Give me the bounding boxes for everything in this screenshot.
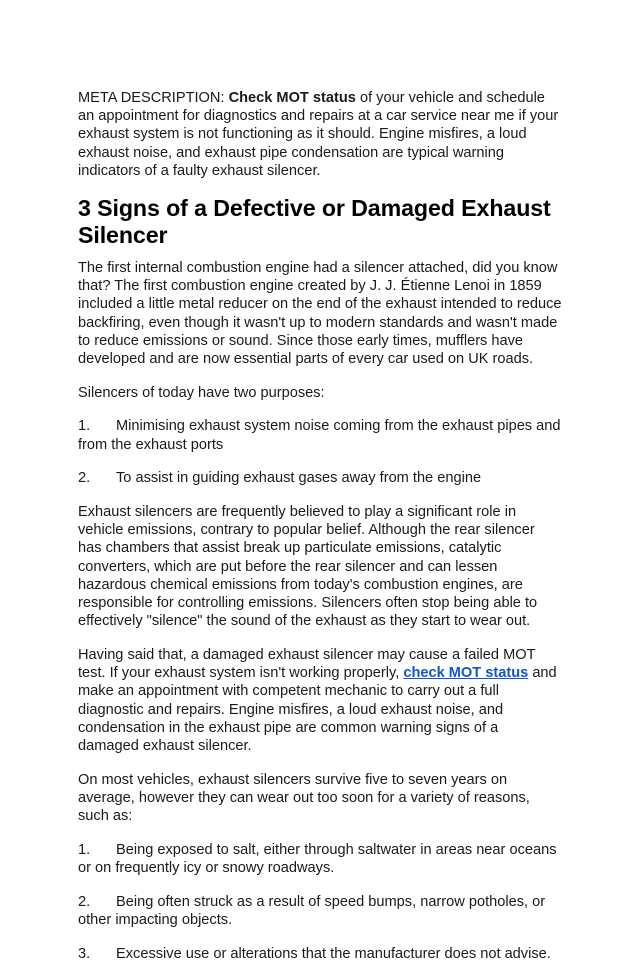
purpose-text: To assist in guiding exhaust gases away from the engine [116,470,482,487]
meta-text: of your vehicle and schedule an appointment for diagnostics and repairs at a car service near me if your exhaust system is not functioning as it should. Engine misfires, a loud exhaust noise, and exhaust pipe condensation are typical warning indicators of a faulty exhaust silencer. [78,90,559,179]
intro-paragraph: The first internal combustion engine had a silencer attached, did you know that? The first combustion engine created by J. J. Étienne Lenoi in 1859 included a little metal reducer on the end of the exhaust intended to reduce backfiring, even though it wasn't up to modern standards and wasn't made to reduce emissions or sound. Since those early times, mufflers have developed and are now essential parts of every car used on UK roads. [78,260,562,368]
mot-paragraph [78,646,562,755]
role-paragraph: Exhaust silencers are frequently believed to play a significant role in vehicle emissions, contrary to popular belief. Although the rear silencer has chambers that assist break up particulate emissions, catalytic converters, which are put before the rear silencer and can lessen hazardous chemical emissions from today's combustion engines, are responsible for controlling emissions. Silencers often stop being able to effectively "silence" the sound of the exhaust as they start to wear out. [78,504,538,630]
reason-item [78,841,562,877]
reason-text: Being exposed to salt, either through saltwater in areas near oceans or on frequently icy or snowy roadways. [78,841,557,876]
purpose-number: 2. [78,470,91,487]
lifespan-paragraph: On most vehicles, exhaust silencers survive five to seven years on average, however they can wear out too soon for a variety of reasons, such as: [78,771,530,825]
reason-text: Being often struck as a result of speed bumps, narrow potholes, or other impacting objects. [78,893,546,928]
purpose-item [78,469,562,487]
meta-bold-text: Check MOT status [228,90,356,106]
purposes-lead: Silencers of today have two purposes: [78,384,325,401]
purpose-text: Minimising exhaust system noise coming from the exhaust pipes and from the exhaust ports [78,418,561,453]
check-mot-status-link[interactable]: check MOT status [403,665,529,682]
reason-number: 2. [78,893,91,910]
mot-text-before: Having said that, a damaged exhaust silencer may cause a failed MOT test. If your exhaust system isn't working properly, [78,646,536,682]
mot-text-after: and make an appointment with competent mechanic to carry out a full diagnostic and repairs. Engine misfires, a loud exhaust noise, and condensation in the exhaust pipe are common warning signs of a damaged exhaust silencer. [78,665,557,754]
reason-item [78,945,562,963]
reason-item [78,893,562,929]
reason-text: Excessive use or alterations that the manufacturer does not advise. [116,945,551,962]
reason-number: 3. [78,945,91,962]
reason-number: 1. [78,841,91,858]
purpose-item [78,417,562,453]
page-title: 3 Signs of a Defective or Damaged Exhaust Silencer [78,195,551,249]
meta-description [78,89,562,180]
purpose-number: 1. [78,418,91,435]
document-page [78,89,562,978]
meta-label: META DESCRIPTION: [78,90,225,106]
